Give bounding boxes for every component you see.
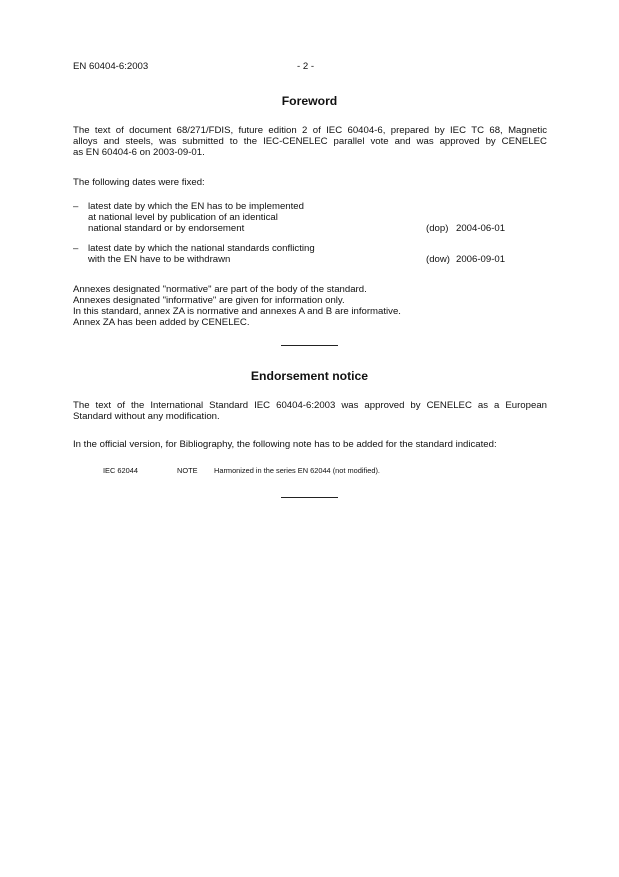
foreword-intro-line: alloys and steels, was submitted to the IEC-CENELEC parallel vote and was approved by CENELEC (73, 136, 547, 147)
date-code: (dow) (426, 254, 450, 265)
foreword-intro-line: The text of document 68/271/FDIS, future edition 2 of IEC 60404-6, prepared by IEC TC 68, Magnetic (73, 125, 547, 136)
separator-rule (281, 497, 338, 498)
date-item-line: with the EN have to be withdrawn (88, 254, 231, 265)
date-item-line: latest date by which the EN has to be implemented (88, 201, 304, 212)
annex-notes (73, 284, 547, 328)
endorsement-title: Endorsement notice (250, 369, 369, 383)
official-version-line: In the official version, for Bibliography, the following note has to be added for the standard indicated: (73, 439, 497, 450)
note-label: NOTE (177, 466, 198, 475)
annex-line: Annexes designated "informative" are given for information only. (73, 295, 345, 306)
foreword-title: Foreword (281, 94, 338, 108)
separator-rule (281, 345, 338, 346)
annex-line: Annexes designated "normative" are part of the body of the standard. (73, 284, 367, 295)
official-version-text (73, 439, 547, 450)
date-item-dow (73, 243, 547, 265)
document-id: EN 60404-6:2003 (73, 61, 149, 72)
note-standard: IEC 62044 (103, 466, 138, 475)
dates-intro (73, 177, 547, 188)
date-item-line: at national level by publication of an identical (88, 212, 278, 223)
date-item-line: national standard or by endorsement (88, 223, 245, 234)
foreword-intro-line: as EN 60404-6 on 2003-09-01. (73, 147, 205, 158)
date-item-text (88, 201, 304, 234)
date-value: 2004-06-01 (456, 223, 506, 234)
date-value: 2006-09-01 (456, 254, 506, 265)
date-item-text (88, 243, 315, 265)
list-dash: – (73, 201, 79, 212)
date-code: (dop) (426, 223, 449, 234)
dates-intro-text: The following dates were fixed: (73, 177, 205, 188)
note-text: Harmonized in the series EN 62044 (not modified). (214, 466, 380, 475)
endorsement-line: Standard without any modification. (73, 411, 220, 422)
list-dash: – (73, 243, 79, 254)
foreword-intro (73, 125, 547, 158)
endorsement-line: The text of the International Standard IEC 60404-6:2003 was approved by CENELEC as a European (73, 400, 547, 411)
endorsement-text (73, 400, 547, 422)
date-item-dop (73, 201, 547, 235)
page-number: - 2 - (297, 61, 315, 72)
annex-line: In this standard, annex ZA is normative and annexes A and B are informative. (73, 306, 401, 317)
annex-line: Annex ZA has been added by CENELEC. (73, 317, 250, 328)
date-item-line: latest date by which the national standards conflicting (88, 243, 315, 254)
